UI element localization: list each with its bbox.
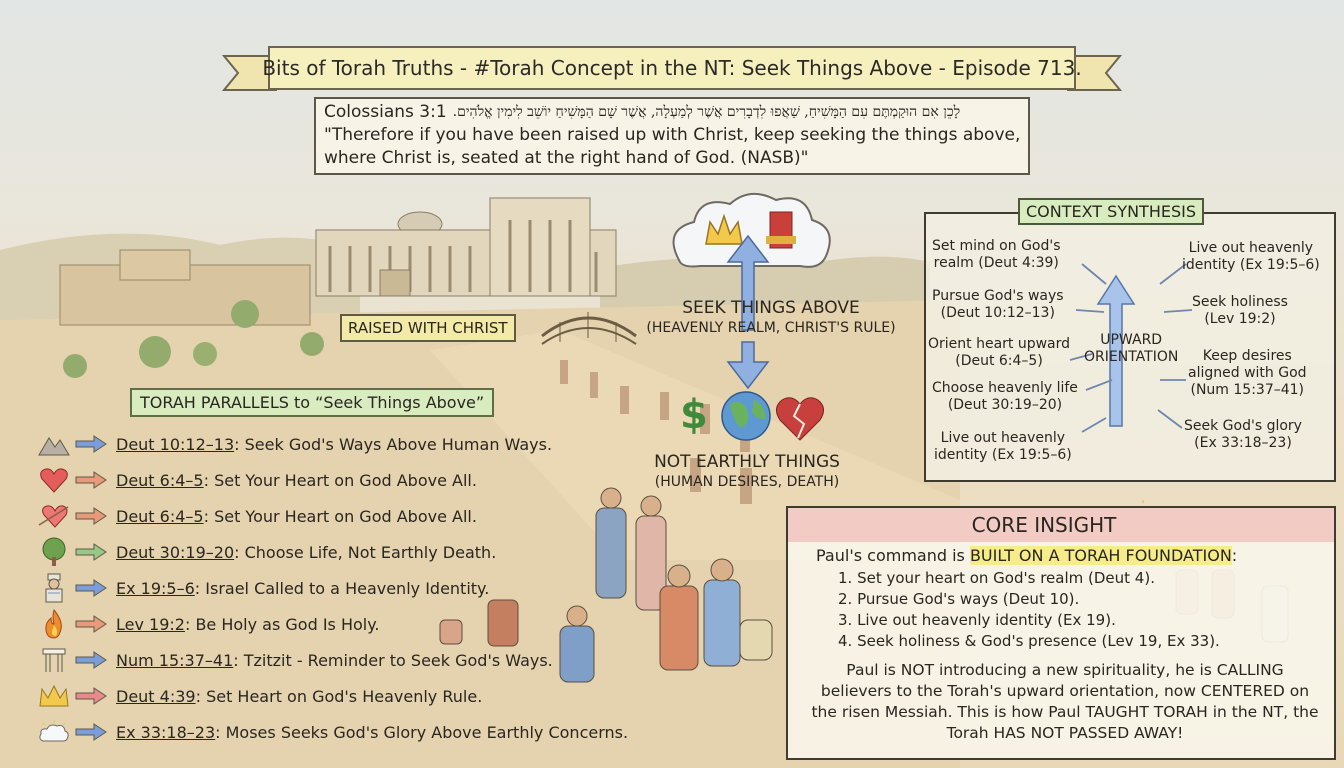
context-note-right	[1188, 348, 1307, 399]
torah-parallel-row	[36, 426, 736, 462]
note-line: Keep desires	[1202, 348, 1292, 364]
parallel-text: : Seek God's Ways Above Human Ways.	[234, 434, 553, 454]
right-arrow-icon	[72, 722, 110, 742]
seek-above-label: SEEK THINGS ABOVE	[682, 298, 860, 318]
context-note-left	[932, 238, 1061, 272]
scripture-reference: Num 15:37–41	[116, 650, 234, 670]
context-note-left	[932, 380, 1078, 414]
right-arrow-icon	[72, 470, 110, 490]
priest-icon	[36, 572, 72, 604]
core-point: 3. Live out heavenly identity (Ex 19).	[838, 611, 1116, 629]
note-line: Live out heavenly	[940, 430, 1066, 446]
note-line: (Deut 6:4–5)	[955, 353, 1043, 369]
torah-parallel-row	[36, 678, 736, 714]
note-line: Live out heavenly	[1188, 240, 1314, 256]
parallel-text: : Set Your Heart on God Above All.	[203, 506, 477, 526]
right-arrow-icon	[72, 650, 110, 670]
raised-with-christ-label: RAISED WITH CHRIST	[340, 314, 516, 342]
note-line: Choose heavenly life	[932, 380, 1078, 396]
torah-parallel-row	[36, 462, 736, 498]
heart-icon	[36, 464, 72, 496]
tree-icon	[36, 536, 72, 568]
building	[120, 250, 190, 280]
note-line: (Ex 33:18–23)	[1194, 435, 1292, 451]
note-line: Seek God's glory	[1184, 418, 1302, 434]
note-line: realm (Deut 4:39)	[933, 255, 1059, 271]
tree-icon	[63, 354, 87, 378]
context-synthesis-panel	[924, 212, 1336, 482]
parallel-text: : Choose Life, Not Earthly Death.	[234, 542, 497, 562]
torah-parallel-row	[36, 714, 736, 750]
throne-icon	[766, 212, 796, 248]
note-line: (Deut 10:12–13)	[940, 305, 1055, 321]
core-point: 4. Seek holiness & God's presence (Lev 19, Ex 33).	[838, 632, 1220, 650]
tree-icon	[193, 342, 217, 366]
note-line: aligned with God	[1188, 365, 1307, 381]
parallel-text: : Moses Seeks God's Glory Above Earthly Concerns.	[215, 722, 629, 742]
flame-icon	[36, 608, 72, 640]
scripture-reference: Deut 6:4–5	[116, 506, 204, 526]
right-arrow-icon	[72, 506, 110, 526]
right-arrow-icon	[72, 434, 110, 454]
parallel-text: : Set Your Heart on God Above All.	[203, 470, 477, 490]
parallel-text: : Be Holy as God Is Holy.	[184, 614, 380, 634]
note-line: (Num 15:37–41)	[1190, 382, 1305, 398]
note-line: Pursue God's ways	[932, 288, 1064, 304]
intro-text: Paul's command is	[816, 546, 970, 565]
temple-icon	[316, 198, 616, 296]
core-insight-points	[838, 568, 1220, 652]
core-insight-intro	[816, 546, 1237, 565]
torah-parallel-row	[36, 642, 736, 678]
torah-parallel-row	[36, 606, 736, 642]
scripture-reference: Deut 4:39	[116, 686, 196, 706]
context-note-left	[928, 336, 1070, 370]
core-insight-title: CORE INSIGHT	[971, 513, 1117, 537]
parallel-text: : Set Heart on God's Heavenly Rule.	[195, 686, 483, 706]
scripture-reference: Deut 10:12–13	[116, 434, 235, 454]
note-line: Orient heart upward	[928, 336, 1071, 352]
torah-parallel-row	[36, 498, 736, 534]
note-line: identity (Ex 19:5–6)	[1182, 257, 1320, 273]
verse-english-line2: where Christ is, seated at the right hand of God. (NASB)"	[324, 148, 809, 168]
context-note-left	[934, 430, 1072, 464]
note-line: identity (Ex 19:5–6)	[934, 447, 1072, 463]
context-note-right	[1182, 240, 1320, 274]
context-synthesis-title: CONTEXT SYNTHESIS	[1018, 198, 1204, 225]
not-earthly-label: NOT EARTHLY THINGS	[654, 452, 840, 472]
torah-parallels-heading: TORAH PARALLELS to “Seek Things Above”	[130, 388, 494, 417]
verse-english-line1: "Therefore if you have been raised up with Christ, keep seeking the things above,	[324, 125, 1021, 145]
crown-icon	[36, 680, 72, 712]
core-insight-panel	[786, 506, 1336, 760]
scripture-reference: Lev 19:2	[116, 614, 185, 634]
core-insight-closing: Paul is NOT introducing a new spirituality, he is CALLING believers to the Torah's upward orientation, now CENTERED on the risen Messiah. This is how Paul TAUGHT TORAH in the NT, the Torah HAS NOT PASSED AWAY!	[811, 661, 1319, 742]
scripture-reference: Deut 6:4–5	[116, 470, 204, 490]
core-insight-heading	[788, 508, 1334, 542]
note-line: Seek holiness	[1192, 294, 1288, 310]
heart-arrow-icon	[36, 500, 72, 532]
tzitzit-icon	[36, 644, 72, 676]
verse-hebrew: לָכֵן אִם הוּקַמְתֶּם עִם הַמָּשִׁיחַ, שַׁאֲפוּ לִדְבָרִים אֲשֶׁר לְמַעְלָה, אֲשֶׁר שָׁם הַמָּשִׁיחַ יוֹשֵׁב לִימִין אֱלֹהִים.	[452, 104, 961, 120]
torah-parallel-row	[36, 534, 736, 570]
upward-orientation-label	[1084, 332, 1178, 366]
verse-box	[314, 97, 1030, 175]
intro-colon: :	[1231, 546, 1238, 565]
context-note-left	[932, 288, 1064, 322]
note-line: (Deut 30:19–20)	[947, 397, 1063, 413]
right-arrow-icon	[72, 542, 110, 562]
verse-reference: Colossians 3:1	[324, 102, 447, 122]
scripture-reference: Deut 30:19–20	[116, 542, 235, 562]
context-note-right	[1184, 418, 1302, 452]
context-note-right	[1192, 294, 1288, 328]
intro-highlight: BUILT ON A TORAH FOUNDATION	[969, 546, 1232, 565]
not-earthly-sublabel: (HUMAN DESIRES, DEATH)	[654, 474, 840, 490]
tree-icon	[300, 332, 324, 356]
mountains-icon	[36, 428, 72, 460]
scripture-reference: Ex 33:18–23	[116, 722, 216, 742]
core-point: 2. Pursue God's ways (Deut 10).	[838, 590, 1080, 608]
right-arrow-icon	[72, 578, 110, 598]
right-arrow-icon	[72, 686, 110, 706]
note-line: ORIENTATION	[1084, 349, 1179, 365]
note-line: UPWARD	[1100, 332, 1163, 348]
seek-above-sublabel: (HEAVENLY REALM, CHRIST'S RULE)	[646, 320, 896, 336]
torah-parallel-row	[36, 570, 736, 606]
glory-cloud-icon	[36, 716, 72, 748]
tree-icon	[139, 336, 171, 368]
scripture-reference: Ex 19:5–6	[116, 578, 195, 598]
right-arrow-icon	[72, 614, 110, 634]
core-point: 1. Set your heart on God's realm (Deut 4).	[838, 569, 1155, 587]
parallel-text: : Israel Called to a Heavenly Identity.	[194, 578, 490, 598]
dollar-icon: $	[680, 392, 708, 438]
tree-icon	[231, 300, 259, 328]
note-line: (Lev 19:2)	[1204, 311, 1276, 327]
page-title: Bits of Torah Truths - #Torah Concept in the NT: Seek Things Above - Episode 713.	[268, 46, 1076, 90]
note-line: Set mind on God's	[932, 238, 1061, 254]
torah-parallels-list	[36, 426, 736, 750]
parallel-text: : Tzitzit - Reminder to Seek God's Ways.	[233, 650, 553, 670]
